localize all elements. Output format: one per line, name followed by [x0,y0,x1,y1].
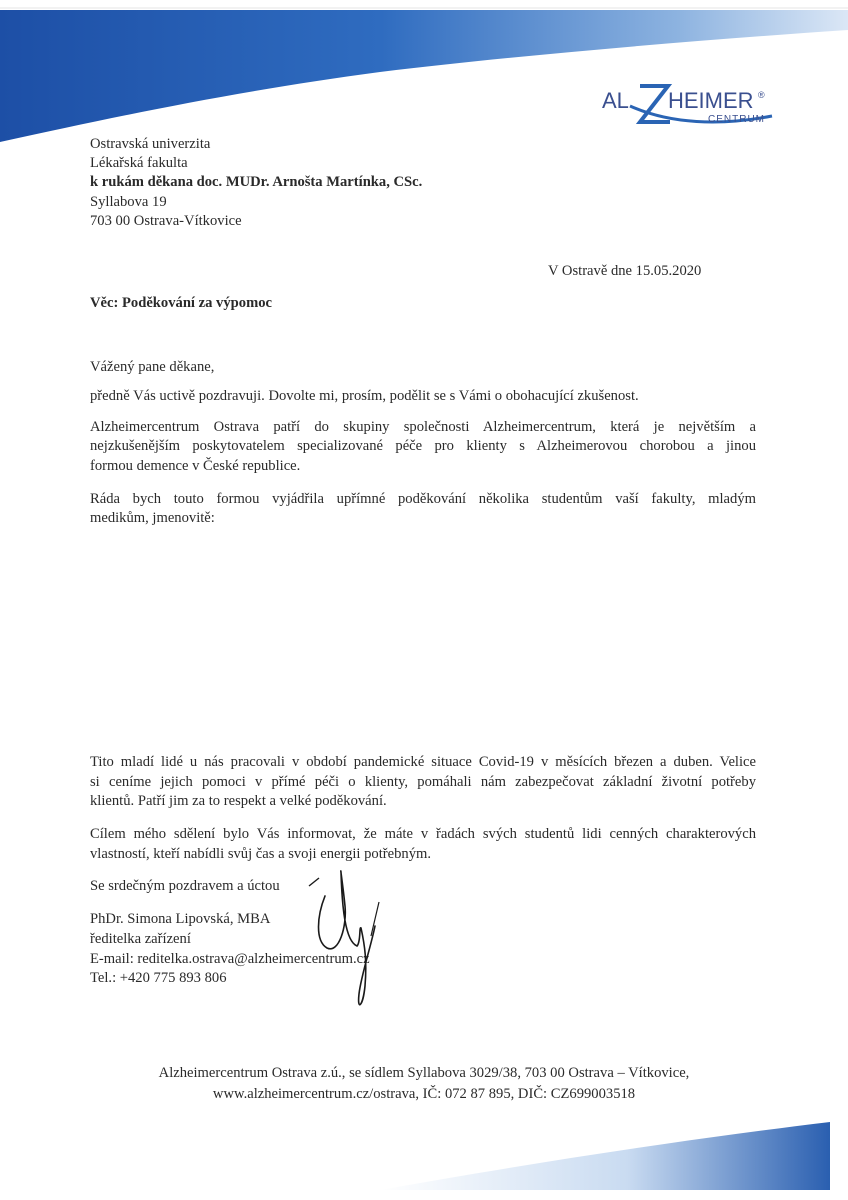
svg-text:CENTRUM: CENTRUM [708,114,765,125]
paragraph-5-line-1: Cílem mého sdělení bylo Vás informovat, že máte v řadách svých studentů lidi cenných charakterových [90,826,756,842]
paragraph-3-line-1: Ráda bych touto formou vyjádřila upřímné poděkování několika studentům vaší fakulty, mladým [90,491,756,507]
paragraph-4-line-1: Tito mladí lidé u nás pracovali v období pandemické situace Covid-19 v měsících březen a duben. Velice [90,754,756,770]
svg-text:AL: AL [602,88,629,113]
letter-closing: Se srdečným pozdravem a úctou [90,878,280,894]
footer-address-line: Alzheimercentrum Ostrava z.ú., se sídlem Syllabova 3029/38, 703 00 Ostrava – Vítkovice, [158,1065,690,1081]
letter-date: V Ostravě dne 15.05.2020 [548,263,702,279]
paragraph-4-line-2: si ceníme jejich pomoci v přímé péči o klienty, pomáhali nám zabezpečovat základní životní potřeby [90,774,756,790]
recipient-line-2: Lékařská fakulta [90,155,188,171]
alzheimer-centrum-logo [600,78,780,134]
letter-greeting: Vážený pane děkane, [90,359,215,375]
paragraph-2-line-1: Alzheimercentrum Ostrava patří do skupiny společnosti Alzheimercentrum, která je největším a [90,419,756,435]
svg-text:®: ® [758,90,765,100]
paragraph-1: předně Vás uctivě pozdravuji. Dovolte mi, prosím, podělit se s Vámi o obohacující zkušenost. [90,388,639,404]
paragraph-4-line-3: klientů. Patří jim za to respekt a velké poděkování. [90,793,387,809]
sender-role: ředitelka zařízení [90,931,191,947]
logo-text-fragment: HEIMER [668,88,754,113]
paragraph-3-line-2: medikům, jmenovitě: [90,510,215,526]
recipient-line-4: Syllabova 19 [90,194,167,210]
recipient-line-1: Ostravská univerzita [90,136,211,152]
sender-name: PhDr. Simona Lipovská, MBA [90,911,271,927]
sender-email: E-mail: reditelka.ostrava@alzheimercentrum.cz [90,951,370,967]
paragraph-5-line-2: vlastností, kteří nabídli svůj čas a svoji energii potřebným. [90,846,432,862]
handwritten-signature [295,866,405,1016]
sender-phone: Tel.: +420 775 893 806 [90,970,227,986]
recipient-line-5: 703 00 Ostrava-Vítkovice [90,213,242,229]
letter-subject: Věc: Poděkování za výpomoc [90,295,272,311]
footer-contact-line: www.alzheimercentrum.cz/ostrava, IČ: 072 87 895, DIČ: CZ699003518 [212,1086,636,1102]
paragraph-2-line-2: nejzkušenějším poskytovatelem specializované péče pro klienty s Alzheimerovou chorobou a jinou [90,438,756,454]
recipient-line-3: k rukám děkana doc. MUDr. Arnošta Martínka, CSc. [90,174,423,190]
paragraph-2-line-3: formou demence v České republice. [90,458,301,474]
